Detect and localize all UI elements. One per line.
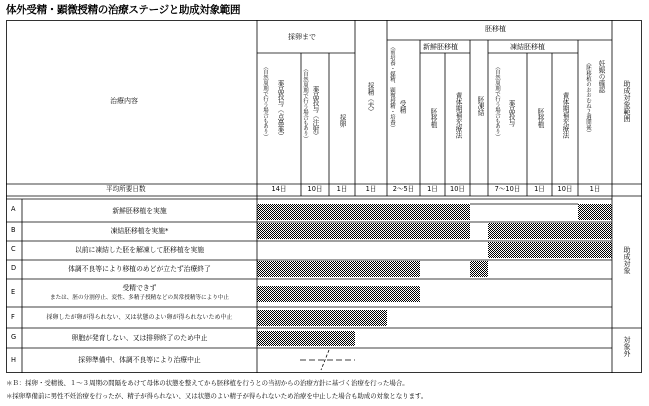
col-drug-injection-sub: （自然周期で行う場合もあり） bbox=[302, 66, 308, 142]
row-text-c: 以前に凍結した胚を解凍して胚移植を実施 bbox=[74, 246, 205, 254]
days-drug-nasal: 14日 bbox=[271, 185, 287, 193]
page-title: 体外受精・顕微授精の治療ステージと助成対象範囲 bbox=[6, 4, 241, 16]
days-fertilization: 2～5日 bbox=[392, 185, 415, 193]
row-text-a: 新鮮胚移植を実施 bbox=[112, 207, 167, 215]
days-drug-injection: 10日 bbox=[307, 185, 323, 193]
bar-b-3 bbox=[488, 223, 612, 239]
days-frozen-drug: 7～10日 bbox=[494, 185, 521, 193]
col-fresh-embryo-transfer: 胚移植 bbox=[429, 108, 437, 128]
row-text-b: 凍結胚移植を実施* bbox=[110, 227, 169, 235]
col-drug-injection: 薬品投与（注射） bbox=[311, 86, 319, 139]
row-id-c: C bbox=[11, 245, 16, 253]
row-text-d: 体調不良等により移植のめどが立たず治療終了 bbox=[68, 265, 211, 273]
col-frozen-luteal: 黄体期補充療法 bbox=[561, 92, 569, 139]
header-adoption-until: 採卵まで bbox=[288, 33, 316, 41]
col-oocyte-retrieval: 採卵 bbox=[338, 114, 346, 128]
header-frozen-transfer: 凍結胚移植 bbox=[510, 43, 545, 51]
row-text-e-sub: または、胚の分割停止、変性、多精子授精などの異常授精等により中止 bbox=[49, 295, 229, 301]
bar-c-1 bbox=[488, 242, 612, 258]
row-text-f: 採卵したが卵が得られない、又は状態のよい卵が得られないため中止 bbox=[46, 314, 233, 321]
row-id-f: F bbox=[11, 313, 15, 321]
col-fresh-luteal: 黄体期補充療法 bbox=[454, 92, 462, 139]
bar-d-2 bbox=[470, 261, 488, 277]
days-oocyte-retrieval: 1日 bbox=[336, 185, 348, 193]
bar-d-1 bbox=[257, 261, 420, 277]
col-fertilization-sub: （前培養・媒精、顕微授精・培養） bbox=[389, 44, 395, 131]
bar-group bbox=[257, 204, 612, 346]
row-id-g: G bbox=[11, 333, 17, 341]
bar-g-1 bbox=[257, 331, 355, 346]
bar-e-1 bbox=[257, 286, 420, 302]
row-id-d: D bbox=[11, 264, 17, 272]
footnote-2: ＊採卵準備前に男性不妊治療を行ったが、精子が得られない、又は状態のよい精子が得られないため治療を中止した場合も助成の対象となります。 bbox=[6, 392, 428, 400]
col-frozen-drug-sub: （自然周期で行う場合もあり） bbox=[494, 64, 500, 140]
bar-a-2 bbox=[578, 204, 612, 220]
row-text-g: 卵胞が発育しない、又は排卵終了のため中止 bbox=[71, 334, 208, 342]
col-pregnancy-check: 妊娠の確認 bbox=[597, 60, 605, 93]
col-drug-nasal-sub: （自然周期で行う場合もあり） bbox=[262, 64, 268, 140]
row-text-e: 受精できず bbox=[122, 284, 157, 292]
days-fresh-transfer: 1日 bbox=[427, 185, 438, 193]
days-label: 平均所要日数 bbox=[106, 185, 146, 193]
scope-covered: 助成対象 bbox=[623, 246, 631, 274]
col-fertilization: 受精 bbox=[398, 100, 406, 114]
bar-b-2 bbox=[420, 223, 470, 239]
days-frozen-luteal: 10日 bbox=[557, 185, 573, 193]
days-pregnancy-check: 1日 bbox=[589, 185, 601, 193]
header-fresh-transfer: 新鮮胚移植 bbox=[423, 43, 458, 51]
row-id-h: H bbox=[11, 356, 16, 364]
header-treatment-content: 治療内容 bbox=[110, 97, 138, 105]
days-frozen-transfer: 1日 bbox=[534, 185, 545, 193]
col-drug-nasal: 薬品投与（点鼻薬） bbox=[276, 80, 284, 140]
bar-a-1 bbox=[257, 204, 470, 220]
bar-f-1 bbox=[257, 310, 387, 326]
col-sperm-collection: 採精（夫） bbox=[366, 82, 374, 115]
header-transfer: 胚移植 bbox=[485, 25, 506, 33]
bar-b-1 bbox=[257, 223, 420, 239]
row-id-a: A bbox=[11, 205, 16, 213]
col-pregnancy-check-sub: （胚移植のおおむね２週間後） bbox=[585, 60, 591, 136]
row-text-h: 採卵準備中、体調不良等により治療中止 bbox=[78, 356, 201, 364]
days-fresh-luteal: 10日 bbox=[450, 185, 465, 193]
scope-not-covered: 対象外 bbox=[623, 336, 631, 357]
footnote-1: ＊Ｂ：採卵・受精後、１～３周期の間隔をあけて母体の状態を整えてから胚移植を行うとの当初からの治療方針に基づく治療を行った場合。 bbox=[6, 379, 409, 387]
col-frozen-drug: 薬品投与 bbox=[507, 100, 515, 127]
header-scope: 助成対象範囲 bbox=[623, 80, 631, 122]
row-id-b: B bbox=[11, 226, 16, 234]
row-id-e: E bbox=[11, 288, 16, 296]
col-frozen-embryo-transfer: 胚移植 bbox=[536, 108, 544, 128]
days-sperm-collection: 1日 bbox=[365, 185, 377, 193]
col-embryo-freezing: 胚凍結 bbox=[476, 96, 484, 116]
